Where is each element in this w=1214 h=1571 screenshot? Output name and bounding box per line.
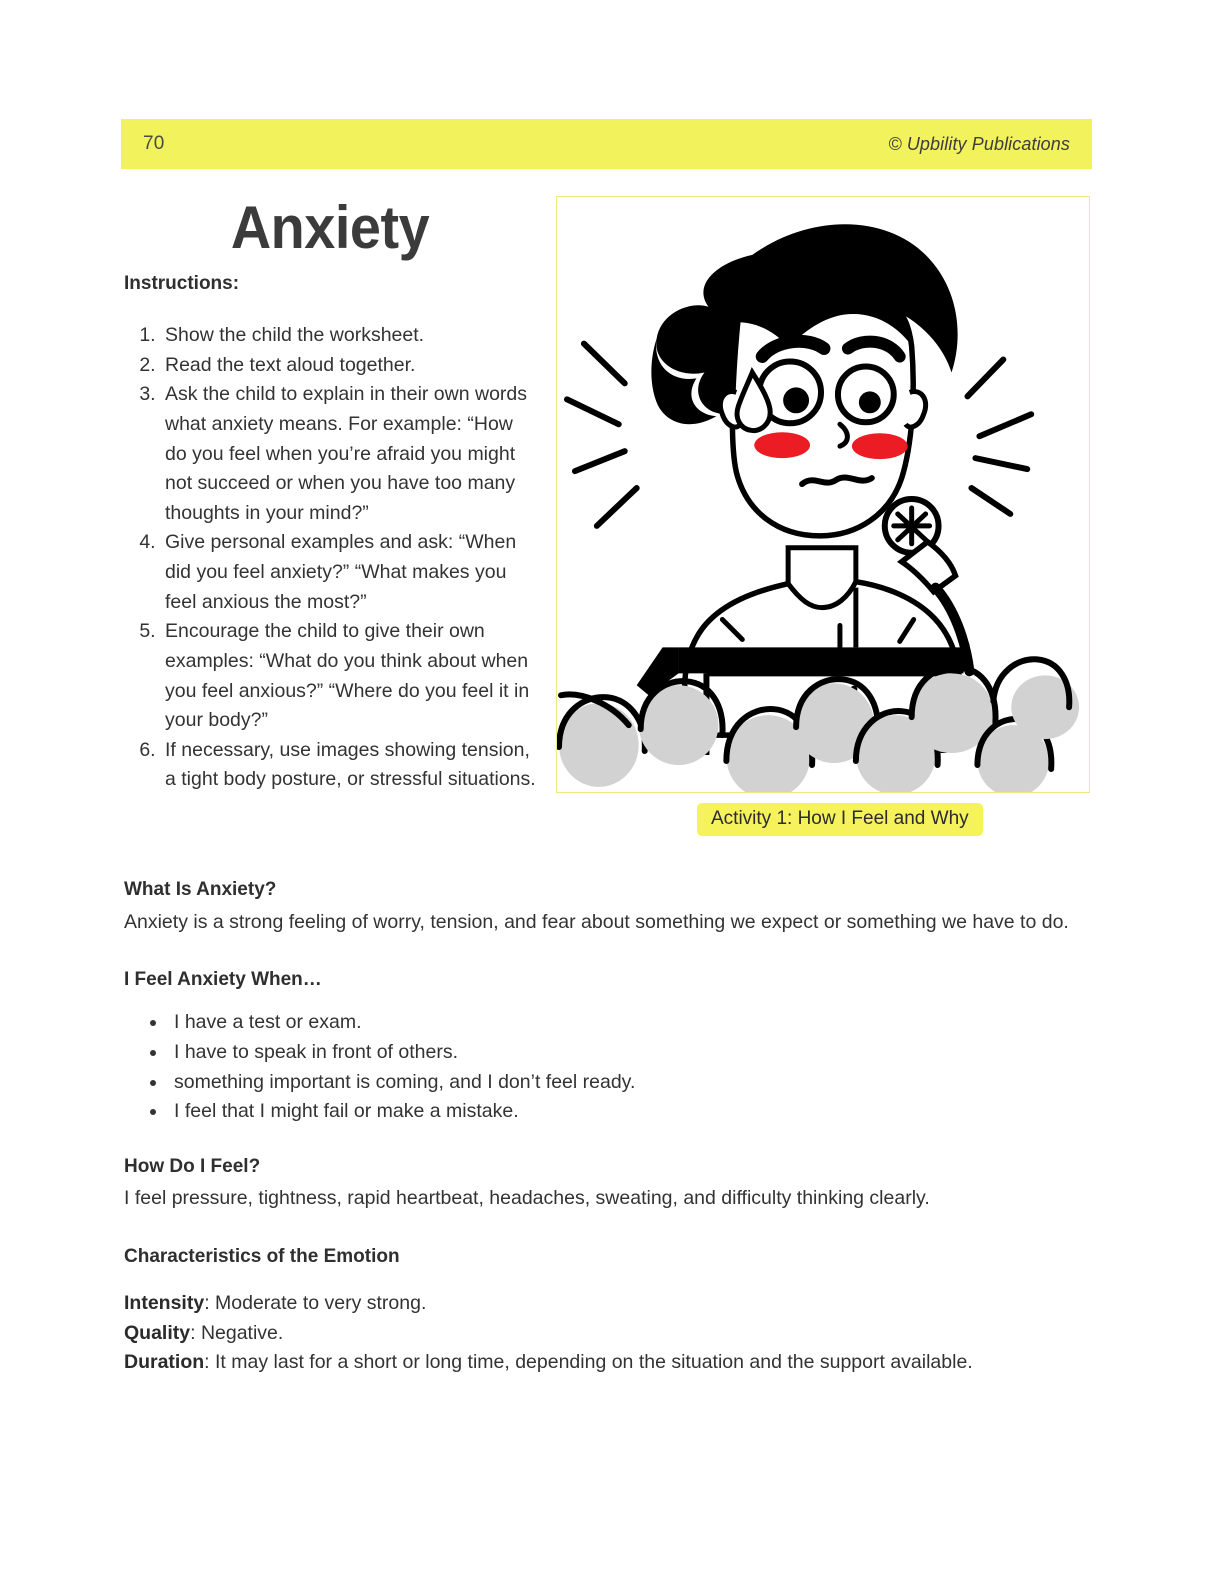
list-item: 2. Read the text aloud together. bbox=[161, 351, 536, 381]
list-item: • I feel that I might fail or make a mistake. bbox=[168, 1097, 1092, 1127]
section-heading: I Feel Anxiety When… bbox=[124, 968, 322, 990]
section-how-do-i-feel bbox=[124, 1153, 1092, 1213]
anxious-child-at-podium-icon bbox=[557, 197, 1089, 792]
page-title: Anxiety bbox=[230, 194, 430, 261]
spacer bbox=[124, 1213, 1092, 1243]
section-what-is-anxiety bbox=[124, 876, 1092, 936]
worksheet-body bbox=[124, 876, 1092, 1378]
characteristic-label: Duration bbox=[124, 1351, 205, 1374]
list-item: 4. Give personal examples and ask: “When did you feel anxiety?” “What makes you feel anxious the most?” bbox=[161, 528, 536, 617]
section-heading: What Is Anxiety? bbox=[124, 879, 277, 900]
blush-left bbox=[754, 432, 810, 458]
instructions-heading: Instructions: bbox=[124, 273, 240, 294]
page-number: 70 bbox=[143, 133, 165, 154]
page-header-band bbox=[121, 119, 1092, 169]
list-item: 6. If necessary, use images showing tension, a tight body posture, or stressful situations. bbox=[161, 736, 536, 795]
characteristic-intensity bbox=[124, 1289, 1092, 1319]
instructions-column bbox=[124, 196, 536, 795]
publisher-credit: © Upbility Publications bbox=[888, 133, 1070, 154]
blush-right bbox=[852, 433, 908, 459]
section-i-feel-anxiety-when bbox=[124, 966, 1092, 1127]
instructions-list bbox=[124, 321, 536, 795]
section-heading: How Do I Feel? bbox=[124, 1155, 261, 1177]
section-paragraph: Anxiety is a strong feeling of worry, tension, and fear about something we expect or something we have to do. bbox=[124, 910, 1069, 933]
list-item: 5. Encourage the child to give their own examples: “What do you think about when you feel anxious?” “Where do you feel it in your body?” bbox=[161, 617, 536, 736]
anxiety-triggers-list bbox=[124, 1008, 1092, 1127]
characteristic-label: Quality bbox=[124, 1321, 191, 1344]
characteristic-label: Intensity bbox=[124, 1292, 205, 1315]
section-heading: Characteristics of the Emotion bbox=[124, 1245, 400, 1267]
characteristic-duration bbox=[124, 1348, 1092, 1378]
spacer bbox=[124, 1127, 1092, 1153]
characteristic-value: : Moderate to very strong. bbox=[204, 1292, 427, 1315]
list-item: • I have a test or exam. bbox=[168, 1008, 1092, 1038]
list-item: • I have to speak in front of others. bbox=[168, 1038, 1092, 1068]
activity-illustration bbox=[556, 196, 1090, 793]
characteristic-value: : It may last for a short or long time, depending on the situation and the support available. bbox=[204, 1351, 973, 1374]
list-item: 3. Ask the child to explain in their own words what anxiety means. For example: “How do you feel when you’re afraid you might not succeed or when you have too many thoughts in your mind?” bbox=[161, 380, 536, 528]
spacer bbox=[124, 936, 1092, 966]
section-paragraph: I feel pressure, tightness, rapid heartbeat, headaches, sweating, and difficulty thinking clearly. bbox=[124, 1187, 930, 1210]
section-characteristics bbox=[124, 1243, 1092, 1378]
list-item: 1. Show the child the worksheet. bbox=[161, 321, 536, 351]
spacer bbox=[124, 1271, 1092, 1289]
characteristic-quality bbox=[124, 1319, 1092, 1349]
figure-caption-badge: Activity 1: How I Feel and Why bbox=[697, 803, 983, 836]
characteristic-value: : Negative. bbox=[190, 1321, 284, 1344]
list-item: • something important is coming, and I don’t feel ready. bbox=[168, 1068, 1092, 1098]
